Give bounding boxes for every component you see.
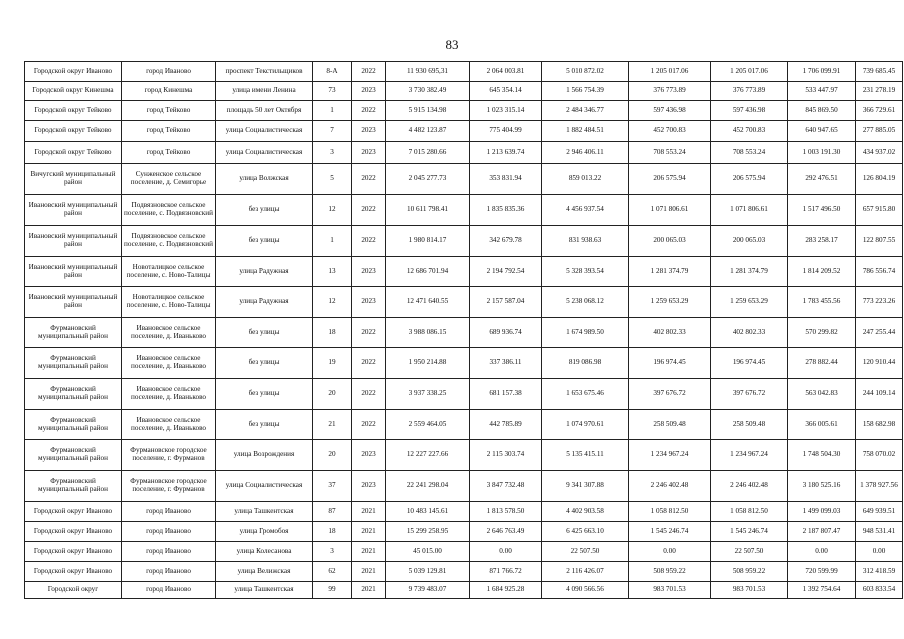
funding-cell-5: 1 003 191.30 [788,142,856,164]
street-cell: без улицы [216,348,313,379]
house-number-cell: 3 [313,542,352,562]
funding-cell-2: 4 456 937.54 [542,195,629,226]
district-cell: Фурмановский муниципальный район [25,471,122,502]
district-cell: Ивановский муниципальный район [25,195,122,226]
year-cell: 2022 [352,379,386,410]
street-cell: улица Колесанова [216,542,313,562]
funding-cell-4: 2 246 402.48 [711,471,788,502]
funding-cell-3: 376 773.89 [629,82,711,101]
funding-cell-4: 22 507.50 [711,542,788,562]
funding-cell-4: 508 959.22 [711,562,788,582]
funding-cell-4: 200 065.03 [711,226,788,257]
house-number-cell: 8-А [313,62,352,82]
year-cell: 2021 [352,562,386,582]
settlement-cell: Подвязновское сельское поселение, с. Подвязновский [122,226,216,257]
funding-cell-5: 1 814 209.52 [788,257,856,287]
funding-cell-1: 2 157 587.04 [470,287,542,318]
total-cost-cell: 12 686 701.94 [386,257,470,287]
district-cell: Городской округ Тейково [25,142,122,164]
table-body [25,62,903,599]
funding-cell-6: 758 070.02 [856,440,903,471]
house-number-cell: 12 [313,287,352,318]
funding-cell-3: 206 575.94 [629,164,711,195]
table-row [25,121,903,142]
funding-cell-4: 1 281 374.79 [711,257,788,287]
settlement-cell: Ивановское сельское поселение, д. Иваньково [122,379,216,410]
year-cell: 2023 [352,440,386,471]
house-number-cell: 12 [313,195,352,226]
total-cost-cell: 1 950 214.88 [386,348,470,379]
settlement-cell: Фурмановское городское поселение, г. Фурманов [122,440,216,471]
funding-cell-6: 312 418.59 [856,562,903,582]
total-cost-cell: 1 980 814.17 [386,226,470,257]
funding-cell-5: 1 783 455.56 [788,287,856,318]
house-number-cell: 20 [313,440,352,471]
street-cell: проспект Текстильщиков [216,62,313,82]
table-row [25,195,903,226]
funding-cell-1: 1 023 315.14 [470,101,542,121]
total-cost-cell: 2 045 277.73 [386,164,470,195]
table-row [25,542,903,562]
district-cell: Городской округ Тейково [25,121,122,142]
funding-cell-2: 5 010 872.02 [542,62,629,82]
street-cell: без улицы [216,226,313,257]
district-cell: Ивановский муниципальный район [25,287,122,318]
year-cell: 2022 [352,410,386,440]
funding-cell-4: 1 205 017.06 [711,62,788,82]
total-cost-cell: 10 483 145.61 [386,502,470,522]
street-cell: улица Ташкентская [216,582,313,599]
funding-cell-5: 640 947.65 [788,121,856,142]
street-cell: улица Социалистическая [216,471,313,502]
street-cell: улица Радужная [216,287,313,318]
funding-cell-1: 3 847 732.48 [470,471,542,502]
funding-cell-5: 3 180 525.16 [788,471,856,502]
street-cell: улица Громобоя [216,522,313,542]
funding-cell-3: 708 553.24 [629,142,711,164]
total-cost-cell: 7 015 280.66 [386,142,470,164]
funding-cell-6: 1 378 927.56 [856,471,903,502]
funding-cell-1: 2 115 303.74 [470,440,542,471]
total-cost-cell: 4 482 123.87 [386,121,470,142]
settlement-cell: город Иваново [122,582,216,599]
funding-cell-2: 819 086.98 [542,348,629,379]
funding-cell-3: 1 234 967.24 [629,440,711,471]
funding-cell-4: 1 058 812.50 [711,502,788,522]
district-cell: Ивановский муниципальный район [25,257,122,287]
funding-cell-5: 1 748 504.30 [788,440,856,471]
district-cell: Фурмановский муниципальный район [25,440,122,471]
settlement-cell: город Иваново [122,562,216,582]
funding-cell-6: 649 939.51 [856,502,903,522]
funding-cell-4: 196 974.45 [711,348,788,379]
page-number: 83 [445,37,459,52]
funding-cell-6: 120 910.44 [856,348,903,379]
year-cell: 2022 [352,226,386,257]
table-row [25,257,903,287]
year-cell: 2023 [352,82,386,101]
house-number-cell: 19 [313,348,352,379]
housing-repair-table [24,61,903,599]
house-number-cell: 5 [313,164,352,195]
settlement-cell: Новоталицкое сельское поселение, с. Ново-Талицы [122,257,216,287]
funding-cell-1: 871 766.72 [470,562,542,582]
funding-cell-1: 337 386.11 [470,348,542,379]
funding-cell-3: 1 071 806.61 [629,195,711,226]
year-cell: 2021 [352,502,386,522]
table-row [25,226,903,257]
funding-cell-2: 1 566 754.39 [542,82,629,101]
district-cell: Городской округ Иваново [25,522,122,542]
table-row [25,582,903,599]
funding-cell-2: 831 938.63 [542,226,629,257]
street-cell: улица Велижская [216,562,313,582]
year-cell: 2021 [352,542,386,562]
funding-cell-6: 0.00 [856,542,903,562]
table-row [25,562,903,582]
street-cell: улица Возрождения [216,440,313,471]
funding-cell-2: 5 135 415.11 [542,440,629,471]
table-row [25,471,903,502]
total-cost-cell: 12 227 227.66 [386,440,470,471]
funding-cell-5: 563 042.83 [788,379,856,410]
settlement-cell: Ивановское сельское поселение, д. Иваньково [122,318,216,348]
funding-cell-4: 983 701.53 [711,582,788,599]
funding-cell-1: 689 936.74 [470,318,542,348]
table-row [25,522,903,542]
funding-cell-1: 1 213 639.74 [470,142,542,164]
funding-cell-4: 258 509.48 [711,410,788,440]
funding-cell-6: 657 915.80 [856,195,903,226]
funding-cell-1: 645 354.14 [470,82,542,101]
funding-cell-1: 342 679.78 [470,226,542,257]
total-cost-cell: 9 739 483.07 [386,582,470,599]
funding-cell-4: 1 259 653.29 [711,287,788,318]
funding-cell-5: 845 869.50 [788,101,856,121]
funding-cell-4: 597 436.98 [711,101,788,121]
total-cost-cell: 5 915 134.98 [386,101,470,121]
district-cell: Городской округ Иваново [25,502,122,522]
district-cell: Городской округ Иваново [25,542,122,562]
funding-cell-3: 200 065.03 [629,226,711,257]
funding-cell-1: 2 194 792.54 [470,257,542,287]
funding-cell-4: 1 545 246.74 [711,522,788,542]
table-row [25,502,903,522]
funding-cell-3: 0.00 [629,542,711,562]
table-row [25,164,903,195]
settlement-cell: Сунженское сельское поселение, д. Семигорье [122,164,216,195]
funding-cell-1: 1 813 578.50 [470,502,542,522]
funding-cell-2: 2 116 426.07 [542,562,629,582]
total-cost-cell: 3 988 086.15 [386,318,470,348]
funding-cell-3: 1 545 246.74 [629,522,711,542]
district-cell: Вичугский муниципальный район [25,164,122,195]
house-number-cell: 1 [313,226,352,257]
funding-cell-3: 452 700.83 [629,121,711,142]
settlement-cell: город Тейково [122,101,216,121]
year-cell: 2021 [352,522,386,542]
funding-cell-4: 397 676.72 [711,379,788,410]
street-cell: улица Социалистическая [216,121,313,142]
table-row [25,440,903,471]
house-number-cell: 37 [313,471,352,502]
funding-cell-3: 2 246 402.48 [629,471,711,502]
funding-cell-3: 1 058 812.50 [629,502,711,522]
house-number-cell: 13 [313,257,352,287]
year-cell: 2021 [352,582,386,599]
district-cell: Фурмановский муниципальный район [25,318,122,348]
funding-cell-3: 508 959.22 [629,562,711,582]
funding-cell-5: 283 258.17 [788,226,856,257]
funding-cell-1: 1 835 835.36 [470,195,542,226]
total-cost-cell: 10 611 798.41 [386,195,470,226]
settlement-cell: город Иваново [122,522,216,542]
street-cell: улица имени Ленина [216,82,313,101]
total-cost-cell: 12 471 640.55 [386,287,470,318]
table-row [25,142,903,164]
house-number-cell: 20 [313,379,352,410]
total-cost-cell: 5 039 129.81 [386,562,470,582]
funding-cell-5: 278 882.44 [788,348,856,379]
table-row [25,410,903,440]
funding-cell-2: 2 484 346.77 [542,101,629,121]
street-cell: без улицы [216,410,313,440]
funding-cell-2: 1 653 675.46 [542,379,629,410]
house-number-cell: 62 [313,562,352,582]
funding-cell-2: 6 425 663.10 [542,522,629,542]
funding-cell-2: 1 674 989.50 [542,318,629,348]
funding-cell-6: 739 685.45 [856,62,903,82]
funding-cell-6: 366 729.61 [856,101,903,121]
district-cell: Городской округ Тейково [25,101,122,121]
street-cell: без улицы [216,318,313,348]
funding-cell-5: 2 187 807.47 [788,522,856,542]
funding-cell-6: 126 804.19 [856,164,903,195]
funding-cell-5: 292 476.51 [788,164,856,195]
funding-cell-6: 786 556.74 [856,257,903,287]
funding-cell-3: 1 281 374.79 [629,257,711,287]
year-cell: 2022 [352,195,386,226]
table-row [25,82,903,101]
funding-cell-4: 1 071 806.61 [711,195,788,226]
funding-cell-2: 1 882 484.51 [542,121,629,142]
funding-cell-3: 258 509.48 [629,410,711,440]
total-cost-cell: 3 937 338.25 [386,379,470,410]
district-cell: Фурмановский муниципальный район [25,379,122,410]
district-cell: Фурмановский муниципальный район [25,348,122,379]
funding-cell-2: 1 074 970.61 [542,410,629,440]
settlement-cell: Ивановское сельское поселение, д. Иваньково [122,348,216,379]
street-cell: улица Радужная [216,257,313,287]
total-cost-cell: 3 730 382.49 [386,82,470,101]
street-cell: площадь 50 лет Октября [216,101,313,121]
funding-cell-5: 533 447.97 [788,82,856,101]
house-number-cell: 18 [313,318,352,348]
funding-cell-5: 1 392 754.64 [788,582,856,599]
funding-cell-3: 1 259 653.29 [629,287,711,318]
house-number-cell: 73 [313,82,352,101]
funding-cell-4: 708 553.24 [711,142,788,164]
total-cost-cell: 45 015.00 [386,542,470,562]
funding-cell-6: 122 807.55 [856,226,903,257]
year-cell: 2022 [352,348,386,379]
house-number-cell: 99 [313,582,352,599]
year-cell: 2022 [352,318,386,348]
funding-cell-6: 247 255.44 [856,318,903,348]
street-cell: без улицы [216,379,313,410]
funding-cell-5: 1 517 496.50 [788,195,856,226]
funding-cell-2: 9 341 307.88 [542,471,629,502]
house-number-cell: 7 [313,121,352,142]
total-cost-cell: 11 930 695,31 [386,62,470,82]
funding-cell-3: 196 974.45 [629,348,711,379]
funding-cell-2: 4 402 903.58 [542,502,629,522]
table-row [25,379,903,410]
funding-cell-3: 402 802.33 [629,318,711,348]
district-cell: Городской округ [25,582,122,599]
district-cell: Городской округ Иваново [25,562,122,582]
table-row [25,101,903,121]
house-number-cell: 18 [313,522,352,542]
settlement-cell: город Тейково [122,121,216,142]
house-number-cell: 21 [313,410,352,440]
funding-cell-4: 206 575.94 [711,164,788,195]
funding-cell-2: 5 238 068.12 [542,287,629,318]
funding-cell-3: 397 676.72 [629,379,711,410]
district-cell: Фурмановский муниципальный район [25,410,122,440]
year-cell: 2022 [352,101,386,121]
house-number-cell: 87 [313,502,352,522]
funding-cell-2: 2 946 406.11 [542,142,629,164]
funding-cell-3: 597 436.98 [629,101,711,121]
funding-cell-4: 452 700.83 [711,121,788,142]
year-cell: 2022 [352,62,386,82]
year-cell: 2023 [352,142,386,164]
funding-cell-1: 353 831.94 [470,164,542,195]
funding-cell-2: 4 090 566.56 [542,582,629,599]
funding-cell-5: 570 299.82 [788,318,856,348]
table-row [25,287,903,318]
funding-cell-1: 1 684 925.28 [470,582,542,599]
settlement-cell: Фурмановское городское поселение, г. Фурманов [122,471,216,502]
year-cell: 2023 [352,287,386,318]
funding-cell-5: 1 706 099.91 [788,62,856,82]
house-number-cell: 3 [313,142,352,164]
street-cell: без улицы [216,195,313,226]
settlement-cell: Новоталицкое сельское поселение, с. Ново-Талицы [122,287,216,318]
year-cell: 2023 [352,471,386,502]
funding-cell-6: 773 223.26 [856,287,903,318]
year-cell: 2022 [352,164,386,195]
funding-cell-6: 231 278.19 [856,82,903,101]
district-cell: Городской округ Кинешма [25,82,122,101]
funding-cell-5: 720 599.99 [788,562,856,582]
total-cost-cell: 2 559 464.05 [386,410,470,440]
table-row [25,318,903,348]
year-cell: 2023 [352,257,386,287]
settlement-cell: город Иваново [122,502,216,522]
table-row [25,62,903,82]
funding-cell-2: 22 507.50 [542,542,629,562]
settlement-cell: Подвязновское сельское поселение, с. Подвязновский [122,195,216,226]
funding-cell-4: 376 773.89 [711,82,788,101]
funding-cell-5: 0.00 [788,542,856,562]
funding-cell-1: 2 064 003.81 [470,62,542,82]
settlement-cell: Ивановское сельское поселение, д. Иваньково [122,410,216,440]
funding-cell-4: 1 234 967.24 [711,440,788,471]
funding-cell-1: 681 157.38 [470,379,542,410]
funding-cell-1: 0.00 [470,542,542,562]
year-cell: 2023 [352,121,386,142]
funding-cell-2: 859 013.22 [542,164,629,195]
settlement-cell: город Иваново [122,542,216,562]
street-cell: улица Волжская [216,164,313,195]
table-row [25,348,903,379]
funding-cell-6: 244 109.14 [856,379,903,410]
settlement-cell: город Кинешма [122,82,216,101]
house-number-cell: 1 [313,101,352,121]
funding-cell-1: 2 646 763.49 [470,522,542,542]
funding-cell-4: 402 802.33 [711,318,788,348]
street-cell: улица Ташкентская [216,502,313,522]
district-cell: Ивановский муниципальный район [25,226,122,257]
total-cost-cell: 22 241 298.04 [386,471,470,502]
funding-cell-3: 1 205 017.06 [629,62,711,82]
total-cost-cell: 15 299 258.95 [386,522,470,542]
funding-cell-6: 277 885.05 [856,121,903,142]
funding-cell-6: 948 531.41 [856,522,903,542]
funding-cell-1: 442 785.89 [470,410,542,440]
settlement-cell: город Тейково [122,142,216,164]
funding-cell-1: 775 404.99 [470,121,542,142]
funding-cell-5: 1 499 099.03 [788,502,856,522]
street-cell: улица Социалистическая [216,142,313,164]
funding-cell-3: 983 701.53 [629,582,711,599]
funding-cell-6: 158 682.98 [856,410,903,440]
funding-cell-6: 603 833.54 [856,582,903,599]
funding-cell-2: 5 328 393.54 [542,257,629,287]
district-cell: Городской округ Иваново [25,62,122,82]
settlement-cell: город Иваново [122,62,216,82]
funding-cell-5: 366 005.61 [788,410,856,440]
funding-cell-6: 434 937.02 [856,142,903,164]
